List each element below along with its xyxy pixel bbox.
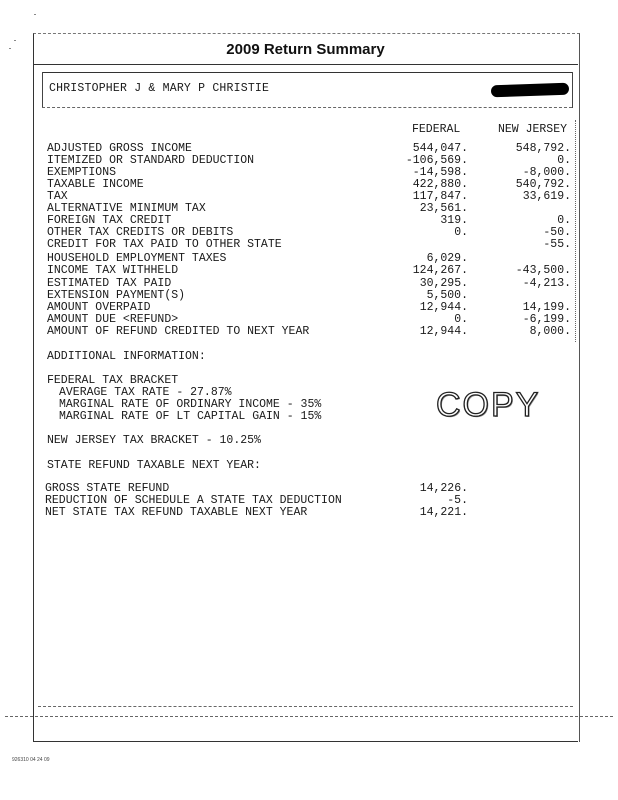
- row-label: OTHER TAX CREDITS OR DEBITS: [47, 226, 234, 239]
- row-label: ALTERNATIVE MINIMUM TAX: [47, 202, 206, 215]
- row-label: INCOME TAX WITHHELD: [47, 264, 179, 277]
- federal-value: 0.: [454, 226, 468, 239]
- summary-row: [0, 265, 618, 277]
- row-label: GROSS STATE REFUND: [45, 482, 170, 495]
- scan-speck: [14, 40, 16, 41]
- new-jersey-value: -50.: [543, 226, 571, 239]
- federal-value: 14,226.: [419, 482, 468, 495]
- row-label: TAX: [47, 190, 68, 203]
- row-label: AMOUNT DUE <REFUND>: [47, 313, 179, 326]
- federal-value: -5.: [447, 494, 468, 507]
- federal-value: -106,569.: [405, 154, 468, 167]
- nj-bracket: NEW JERSEY TAX BRACKET - 10.25%: [47, 434, 261, 447]
- row-label: TAXABLE INCOME: [47, 178, 144, 191]
- new-jersey-value: 0.: [557, 154, 571, 167]
- row-label: EXEMPTIONS: [47, 166, 117, 179]
- federal-value: 23,561.: [419, 202, 468, 215]
- federal-bracket-line: MARGINAL RATE OF ORDINARY INCOME - 35%: [59, 398, 322, 411]
- new-jersey-value: 8,000.: [529, 325, 571, 338]
- new-jersey-value: 548,792.: [515, 142, 571, 155]
- state-refund-row: [0, 507, 618, 519]
- federal-value: 30,295.: [419, 277, 468, 290]
- federal-value: 14,221.: [419, 506, 468, 519]
- bottom-rule: [38, 706, 573, 707]
- federal-value: 12,944.: [419, 325, 468, 338]
- federal-bracket-line: MARGINAL RATE OF LT CAPITAL GAIN - 15%: [59, 410, 322, 423]
- federal-value: 422,880.: [412, 178, 468, 191]
- federal-value: 0.: [454, 313, 468, 326]
- federal-column-header: FEDERAL: [412, 123, 461, 136]
- new-jersey-value: -4,213.: [522, 277, 571, 290]
- summary-row: [0, 239, 618, 251]
- scan-speck: [9, 48, 11, 49]
- federal-value: 5,500.: [426, 289, 468, 302]
- federal-value: -14,598.: [412, 166, 468, 179]
- scan-speck: [34, 14, 36, 15]
- new-jersey-value: -55.: [543, 238, 571, 251]
- federal-value: 117,847.: [412, 190, 468, 203]
- new-jersey-value: 33,619.: [522, 190, 571, 203]
- federal-value: 6,029.: [426, 252, 468, 265]
- taxpayer-names: CHRISTOPHER J & MARY P CHRISTIE: [49, 82, 270, 95]
- new-jersey-value: -8,000.: [522, 166, 571, 179]
- federal-value: 319.: [440, 214, 468, 227]
- title-divider: [33, 64, 578, 65]
- row-label: HOUSEHOLD EMPLOYMENT TAXES: [47, 252, 227, 265]
- name-box-bottom: [42, 107, 572, 108]
- summary-row: [0, 326, 618, 338]
- row-label: AMOUNT OVERPAID: [47, 301, 151, 314]
- row-label: ESTIMATED TAX PAID: [47, 277, 172, 290]
- new-jersey-value: 540,792.: [515, 178, 571, 191]
- name-box-right: [572, 72, 573, 108]
- name-box-left: [42, 72, 43, 108]
- new-jersey-column-header: NEW JERSEY: [498, 123, 568, 136]
- row-label: EXTENSION PAYMENT(S): [47, 289, 186, 302]
- federal-value: 544,047.: [412, 142, 468, 155]
- new-jersey-value: 14,199.: [522, 301, 571, 314]
- state-refund-heading: STATE REFUND TAXABLE NEXT YEAR:: [47, 459, 261, 472]
- new-jersey-value: 0.: [557, 214, 571, 227]
- row-label: ITEMIZED OR STANDARD DEDUCTION: [47, 154, 255, 167]
- federal-value: 12,944.: [419, 301, 468, 314]
- federal-value: 124,267.: [412, 264, 468, 277]
- row-label: ADJUSTED GROSS INCOME: [47, 142, 192, 155]
- federal-bracket-line: AVERAGE TAX RATE - 27.87%: [59, 386, 232, 399]
- new-jersey-value: -6,199.: [522, 313, 571, 326]
- federal-bracket-heading: FEDERAL TAX BRACKET: [47, 374, 179, 387]
- document-title: 2009 Return Summary: [226, 41, 385, 58]
- bottom-rule: [33, 741, 578, 742]
- row-label: REDUCTION OF SCHEDULE A STATE TAX DEDUCTION: [45, 494, 342, 507]
- footer-code: 926310 04 24 09: [12, 757, 50, 763]
- name-box-top: [42, 72, 572, 73]
- bottom-rule: [5, 716, 613, 717]
- copy-stamp: COPY: [436, 386, 541, 424]
- row-label: FOREIGN TAX CREDIT: [47, 214, 172, 227]
- new-jersey-value: -43,500.: [515, 264, 571, 277]
- row-label: AMOUNT OF REFUND CREDITED TO NEXT YEAR: [47, 325, 310, 338]
- additional-info-heading: ADDITIONAL INFORMATION:: [47, 350, 206, 363]
- row-label: CREDIT FOR TAX PAID TO OTHER STATE: [47, 238, 282, 251]
- row-label: NET STATE TAX REFUND TAXABLE NEXT YEAR: [45, 506, 308, 519]
